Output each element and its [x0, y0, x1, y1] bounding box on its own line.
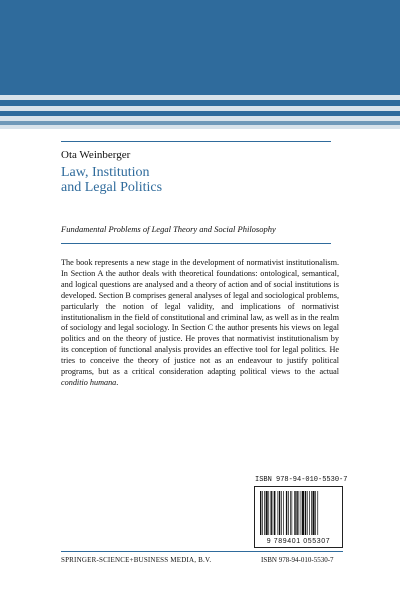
top-divider: [61, 141, 331, 142]
book-title-line-2: and Legal Politics: [61, 180, 163, 195]
description-period: .: [116, 377, 119, 387]
barcode: [254, 486, 343, 548]
book-subtitle: Fundamental Problems of Legal Theory and Social Philosophy: [61, 224, 276, 234]
book-title: [61, 165, 162, 195]
bottom-divider: [61, 551, 343, 552]
footer-isbn: ISBN 978-94-010-5530-7: [261, 556, 334, 564]
publisher-name: SPRINGER-SCIENCE+BUSINESS MEDIA, B.V.: [61, 556, 212, 564]
description-italic-phrase: conditio humana: [61, 377, 117, 387]
barcode-isbn-label: ISBN 978-94-010-5530-7: [255, 476, 348, 484]
barcode-bars-icon: [259, 491, 338, 535]
author-name: Ota Weinberger: [61, 149, 131, 161]
barcode-number: 9 789401 055307: [266, 538, 331, 545]
book-title-line-1: Law, Institution: [61, 165, 150, 180]
description-text: The book represents a new stage in the development of normativist institutionalism. In Section A the author deals with theoretical foundations: ontological, semantical, and logical questions are analysed and a theory of action and of social institutions is developed. Section B comprises general analyses of legal and sociological problems, particularly the notion of legal validity, and implications of normativist institutionalism in the field of constitutional and criminal law, as well as in the realm of sociology and legal sociology. In Section C the author presents his views on legal politics and on the theory of justice. He proves that normativist institutionalism by its conception of functional analysis provides an effective tool for legal politics. He tries to conceive the theory of justice not as an endeavour to justify political programs, but as a critical consideration adapting political views to the actual: [61, 258, 339, 377]
top-color-band: [0, 0, 400, 95]
decorative-stripes: [0, 95, 400, 135]
middle-divider: [61, 243, 331, 244]
book-description: [61, 258, 339, 389]
